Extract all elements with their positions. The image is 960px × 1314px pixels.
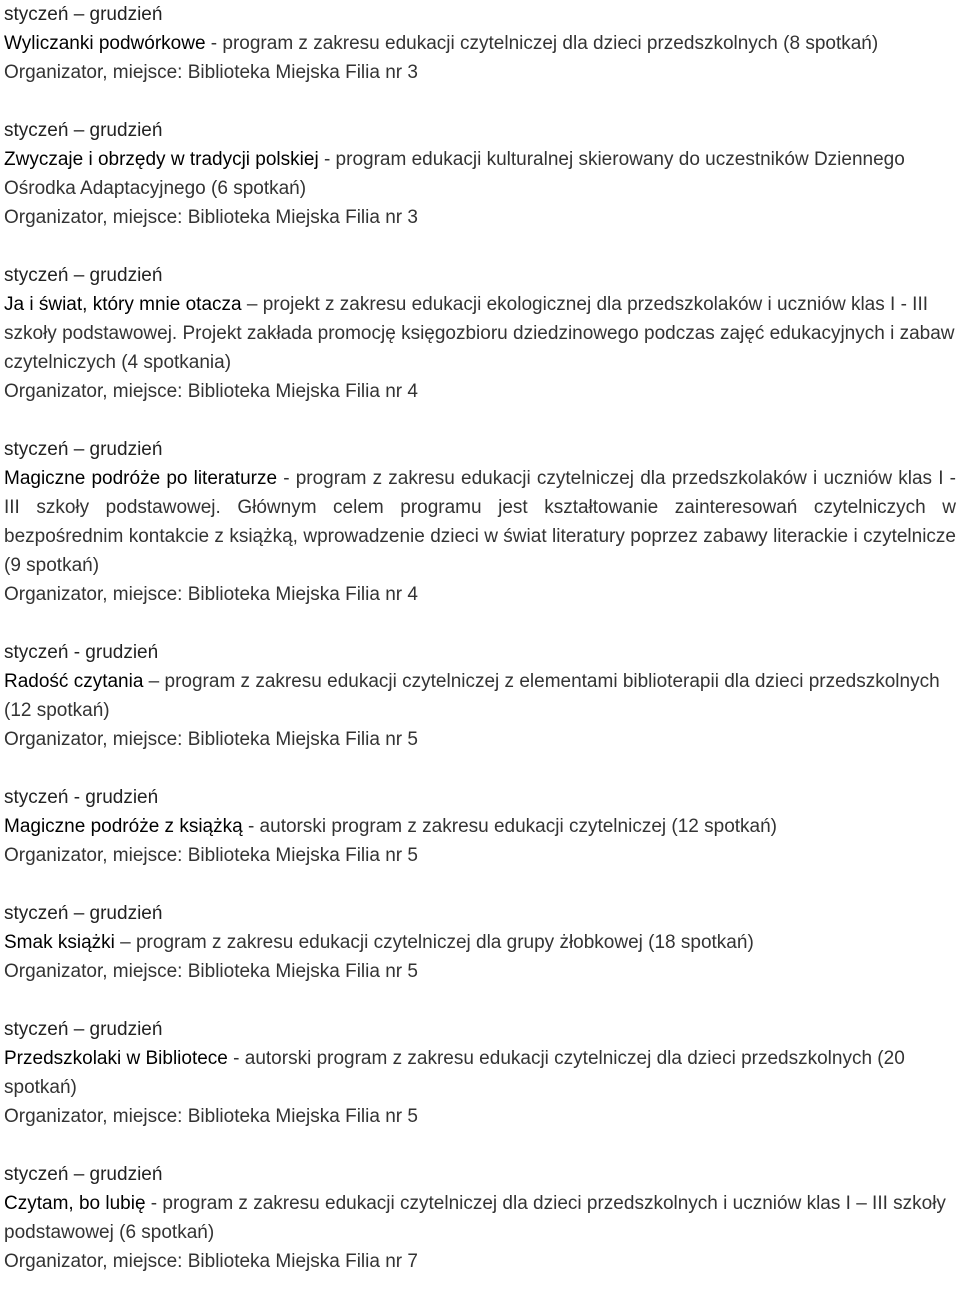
entry-date: styczeń – grudzień: [4, 4, 163, 25]
entry-body: [4, 29, 956, 58]
entry-date: styczeń – grudzień: [4, 1019, 163, 1040]
program-entry: [4, 1015, 956, 1131]
entry-body: [4, 1189, 956, 1247]
entry-title: Ja i świat, który mnie otacza: [4, 294, 242, 315]
entry-organizer: Organizator, miejsce: Biblioteka Miejska Filia nr 4: [4, 584, 418, 605]
entry-organizer: Organizator, miejsce: Biblioteka Miejska Filia nr 5: [4, 1106, 418, 1127]
entry-date: styczeń – grudzień: [4, 439, 163, 460]
entry-date: styczeń – grudzień: [4, 1164, 163, 1185]
entry-description: - autorski program z zakresu edukacji czytelniczej (12 spotkań): [242, 816, 778, 837]
program-entry: [4, 261, 956, 406]
entry-date: styczeń – grudzień: [4, 903, 163, 924]
entry-body: [4, 928, 956, 957]
entry-organizer: Organizator, miejsce: Biblioteka Miejska Filia nr 4: [4, 381, 418, 402]
entry-date: styczeń - grudzień: [4, 787, 159, 808]
entry-body: [4, 145, 956, 203]
program-entry: [4, 783, 956, 870]
entry-body: [4, 1044, 956, 1102]
entry-body: [4, 464, 956, 580]
program-entry: [4, 116, 956, 232]
program-entry: [4, 899, 956, 986]
entry-body: [4, 812, 956, 841]
entry-description: - program z zakresu edukacji czytelniczej dla przedszkolaków i uczniów klas I - III szkoły podstawowej. Głównym celem programu jest kształtowanie zainteresowań czytelniczych w bezpośrednim kontakcie z książką, wprowadzenie dzieci w świat literatury poprzez zabawy literackie i czytelnicze (9 spotkań): [4, 468, 956, 576]
entry-title: Magiczne podróże po literaturze: [4, 468, 278, 489]
entry-organizer: Organizator, miejsce: Biblioteka Miejska Filia nr 3: [4, 62, 418, 83]
entry-description: - program edukacji kulturalnej skierowany do uczestników Dziennego Ośrodka Adaptacyjnego (6 spotkań): [4, 149, 905, 199]
program-entry: [4, 435, 956, 609]
entry-organizer: Organizator, miejsce: Biblioteka Miejska Filia nr 3: [4, 207, 418, 228]
entry-date: styczeń – grudzień: [4, 265, 163, 286]
program-entry: [4, 0, 956, 87]
entry-date: styczeń - grudzień: [4, 642, 159, 663]
entry-description: – program z zakresu edukacji czytelniczej z elementami biblioterapii dla dzieci przedszkolnych (12 spotkań): [4, 671, 940, 721]
entry-organizer: Organizator, miejsce: Biblioteka Miejska Filia nr 5: [4, 845, 418, 866]
entry-title: Czytam, bo lubię: [4, 1193, 146, 1214]
entry-organizer: Organizator, miejsce: Biblioteka Miejska Filia nr 5: [4, 961, 418, 982]
entry-description: - autorski program z zakresu edukacji czytelniczej dla dzieci przedszkolnych (20 spotkań): [4, 1048, 905, 1098]
entry-organizer: Organizator, miejsce: Biblioteka Miejska Filia nr 7: [4, 1251, 418, 1272]
entry-title: Magiczne podróże z książką: [4, 816, 243, 837]
entry-organizer: Organizator, miejsce: Biblioteka Miejska Filia nr 5: [4, 729, 418, 750]
entry-description: – program z zakresu edukacji czytelniczej dla grupy żłobkowej (18 spotkań): [114, 932, 754, 953]
entry-title: Radość czytania: [4, 671, 144, 692]
program-entry: [4, 1160, 956, 1276]
entry-title: Przedszkolaki w Bibliotece: [4, 1048, 228, 1069]
entry-title: Wyliczanki podwórkowe: [4, 33, 206, 54]
entry-title: Smak książki: [4, 932, 115, 953]
entry-title: Zwyczaje i obrzędy w tradycji polskiej: [4, 149, 319, 170]
entry-date: styczeń – grudzień: [4, 120, 163, 141]
program-entry: [4, 638, 956, 754]
entry-description: – projekt z zakresu edukacji ekologicznej dla przedszkolaków i uczniów klas I - III szkoły podstawowej. Projekt zakłada promocję księgozbioru dziedzinowego podczas zajęć edukacyjnych i zabaw czytelniczych (4 spotkania): [4, 294, 955, 373]
entry-body: [4, 667, 956, 725]
entry-description: - program z zakresu edukacji czytelniczej dla dzieci przedszkolnych (8 spotkań): [205, 33, 879, 54]
entry-description: - program z zakresu edukacji czytelniczej dla dzieci przedszkolnych i uczniów klas I – III szkoły podstawowej (6 spotkań): [4, 1193, 946, 1243]
entry-body: [4, 290, 956, 377]
